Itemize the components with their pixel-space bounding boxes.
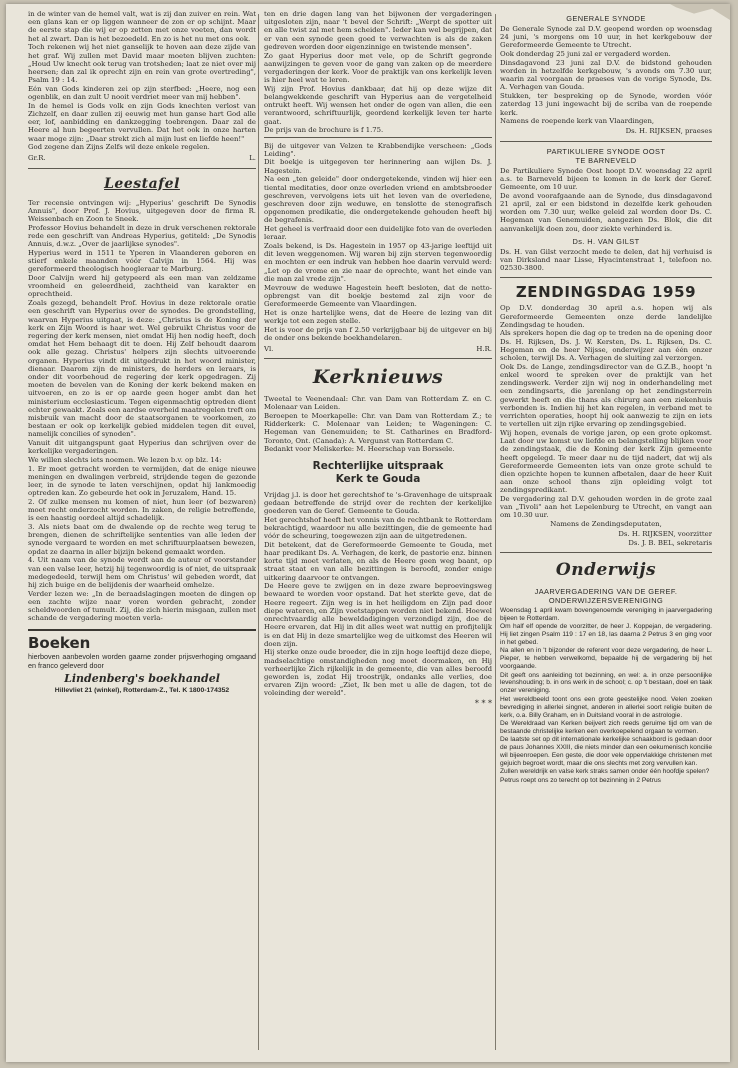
signature-left: Vl.: [264, 344, 274, 353]
paragraph: Vanuit dit uitgangspunt gaat Hyperius dan schrijven over de kerkelijke vergaderingen.: [28, 439, 256, 456]
hyperius-continued: [264, 10, 492, 135]
paragraph: Wij hopen, evenals de vorige jaren, op een grote opkomst. Laat door uw komst uw liefde en belangstelling blijken voor de zendingstaak, die de Koning der kerk Zijn gemeente heeft opgelegd. Te meer daar nu de tijd nadert, dat wij als Gereformeerde Gemeenten iets van onze grote schuld te dien opzichte hopen te kunnen afbetalen, daar de heer Kuit aan onze school thans zijn opleiding volgt tot zendingspredikant.: [500, 428, 712, 495]
paragraph: Door Calvijn werd hij getypeerd als een man van zeldzame vroomheid en geleerdheid, zachtheid van karakter en oprechtheid.: [28, 273, 256, 299]
paragraph: Na een „ten geleide" door ondergetekende, vinden wij hier een tiental meditaties, door onze overleden vriend en ambtsbroeder geschreven, vervolgens iets uit het leven van de overledene, geschreven door zijn weduwe, en tenslotte de stenografisch opgenomen predikatie, die ondergetekende gehouden heeft bij de begrafenis.: [264, 175, 492, 225]
zendingsdag-heading: ZENDINGSDAG 1959: [515, 283, 697, 302]
paragraph: Tweetal te Veenendaal: Chr. van Dam van Rotterdam Z. en C. Molenaar van Leiden.: [264, 395, 492, 412]
gilst-heading: Ds. H. VAN GILST: [572, 236, 640, 246]
paragraph: Het gerechtshof heeft het vonnis van de rechtbank te Rotterdam bekrachtigd, waardoor nu alle bezittingen, die de gemeente had vóór de scheuring, toegewezen zijn aan de uitgetredenen.: [264, 515, 492, 541]
synode-signature: Ds. H. RIJKSEN, praeses: [625, 127, 712, 136]
paragraph: Woensdag 1 april kwam bovengenoemde vereniging in jaarvergadering bijeen te Rotterdam.: [500, 606, 712, 622]
paragraph: De prijs van de brochure is f 1.75.: [264, 126, 384, 135]
onderwijs-subheading: [500, 587, 712, 605]
onderwijs-article: [500, 607, 712, 785]
column-rule-1: [258, 14, 259, 1050]
paragraph: Bij de uitgever van Velzen te Krabbendijke verscheen: „Gods Leiding".: [264, 141, 492, 158]
column-rule-2: [495, 14, 496, 1050]
paragraph: Dinsdagavond 23 juni zal D.V. de bidstond gehouden worden in hetzelfde kerkgebouw, 's avonds om 7.30 uur, waarin zal voorgaan de praeses van de vorige Synode, Ds. A. Verhagen van Gouda.: [500, 58, 712, 92]
gods-leiding-review: [264, 142, 492, 354]
paragraph: De Heere geve te zwijgen en in deze zware beproevingsweg bewaard te worden voor opstand. Dat het sterkte geve, dat de Heere regeert. Zijn weg is in het heiligdom en Zijn pad door diepe wateren, en Zijn voetstappen worden niet bekend. Hoewel onrechtvaardig alle beweldadigingen verzondigd zijn, doe de Heere ervaren, dat Hij in dit alles weet wat nuttig en profijtelijk is en dat Hij in deze smartelijke weg de uitkomst des Heeren wil doen zijn.: [264, 582, 492, 648]
paragraph: Vrijdag j.l. is door het gerechtshof te 's-Gravenhage de uitspraak gedaan betreffende de strijd over de rechten der kerkelijke goederen van de Geref. Gemeente te Gouda.: [264, 490, 492, 515]
paragraph: 3. Als niets baat om de dwalende op de rechte weg terug te brengen, dienen de schriftelijke sententies van alle leden der synode vergaard te worden en met schriftuurplaatsen bewezen, opdat ze daarna in aller bijzijn bekend gemaakt worden.: [28, 523, 256, 556]
paragraph: Zullen wereldrijk en valse kerk straks samen onder één hoofdje spelen?: [500, 768, 710, 776]
divider: [500, 552, 712, 553]
paragraph: Toch rekenen wij het niet ganselijk te hoven aan deze zijde van het graf. Wij zullen met David maar moeten blijven zuchten: „Houd Uw knecht ook terug van trotsheden; laat ze niet over mij heersen; dan zal ik oprecht zijn en rein van grote overtreding", Psalm 19 : 14.: [28, 43, 256, 85]
paragraph: De Generale Synode zal D.V. geopend worden op woensdag 24 juni, 's morgens om 10 uur, in het kerkgebouw der Gereformeerde Gemeente te Utrecht.: [500, 25, 712, 50]
signature-right: H.R.: [476, 344, 492, 353]
paragraph: Op D.V. donderdag 30 april a.s. hopen wij als Gereformeerde Gemeenten onze derde landelijke Zendingsdag te houden.: [500, 304, 712, 329]
paragraph: Verder lezen we: „In de beraadslagingen moeten de dingen op een zachte wijze naar voren worden gebracht, zonder scheldwoorden of tumult. Zij, die zich hierin misgaan, zullen met schande de vergadering moeten verla-: [28, 589, 256, 623]
paragraph: We willen slechts iets noemen. We lezen b.v. op blz. 14:: [28, 455, 222, 464]
synode-heading: GENERALE SYNODE: [566, 14, 646, 23]
partikuliere-heading: [500, 147, 712, 165]
signature: [264, 345, 492, 353]
divider: [264, 358, 492, 359]
paragraph: ten en drie dagen lang van het bijwonen der vergaderingen uitgesloten zijn, naar 't bevel der Schrift: „Werpt de spotter uit en alle twist zal met hem scheiden". Ieder kan wel begrijpen, dat er van een synode geen goed te verwachten is als de zaken gedreven worden door eigenzinnige en twistende mensen".: [264, 10, 492, 51]
paragraph: Dit betekent, dat de Gereformeerde Gemeente te Gouda, met haar predikant Ds. A. Verhagen, de kerk, de pastorie enz. binnen korte tijd moet verlaten, en als de Heere geen weg baant, op straat staat en van alle bezittingen is beroofd, zonder enige uitkering daarvoor te ontvangen.: [264, 540, 492, 582]
paragraph: God zegene dan Zijns Zelfs wil deze enkele regelen.: [28, 143, 210, 152]
paragraph: Stukken, ter bespreking op de Synode, worden vóór zaterdag 13 juni ingewacht bij de scriba van de roepende kerk.: [500, 92, 712, 117]
bookshop-name: Lindenberg's boekhandel: [64, 671, 220, 685]
paragraph: in de winter van de hemel valt, wat is zij dan zuiver en rein. Wat een glans kan er op liggen wanneer de zon er op schijnt. Maar de eerste stap die wij er op zetten met onze voeten, dan wordt het al zwart. Dan is het bezoedeld. En zo is het nu met ons ook.: [28, 10, 256, 43]
paragraph: Zoals gezegd, behandelt Prof. Hovius in deze rektorale oratie een geschrift van Hyperius over de synodes. De grondstelling, waarvan Hyperius uitgaat, is deze: „Christus is de Koning der kerk en Zijn Woord is haar wet. Wel gebruikt Christus voor de regering der kerk mensen, niet omdat Hij hen nodig heeft, doch omdat het Hem behaagt dit te doen. Hij Zelf behoudt daarom ook alle gezag. Christus' helpers zijn slechts uitvoerende organen. Hyperius vindt dit uitgedrukt in het woord minister, dienaar. Daarom zijn de ministers, de herders en leraars, is onder dit voorbehoud de regering der kerk opgedragen. Zij moeten de bevelen van de Koning der kerk bekend maken en uitvoeren, en zo is er op aarde geen hoger ambt dan het ministerium ecclesiasticum. Tegen eigenmachtig optreden dient echter gewaakt. Zoals een aardse overheid maatregelen treft om misbruik van macht door de staatsorganen te voorkomen, zo bestaan er ook op kerkelijk gebied middelen tegen dit euvel, namelijk concilies of synoden".: [28, 299, 256, 439]
rechterlijke-heading: [264, 460, 492, 486]
paragraph: Beroepen te Moerkapelle: Chr. van Dam van Rotterdam Z.; te Ridderkerk: C. Molenaar van Leiden; te Wageningen: C. Hegeman van Genemuiden; te St. Catharines en Bradford-Toronto, Ont. (Canada): A. Vergunst van Rotterdam C.: [264, 412, 492, 445]
kerknieuws-heading: Kerknieuws: [312, 366, 444, 389]
paragraph: De avond voorafgaande aan de Synode, dus dinsdagavond 21 april, zal er een bidstond in dezelfde kerk gehouden worden om 7.30 uur, welke geleid zal worden door Ds. C. Hegeman van Genemuiden, aangezien Ds. Blok, die dit aanvankelijk doen zou, door ziekte verhinderd is.: [500, 191, 712, 233]
paragraph: Het is voor de prijs van f 2.50 verkrijgbaar bij de uitgever en bij de onder ons bekende boekhandelaren.: [264, 325, 492, 342]
paragraph: Zo gaat Hyperius door met vele, op de Schrift gegronde aanwijzingen te geven voor de gang van zaken op de meerdere vergaderingen der kerk. Voor de praktijk van ons kerkelijk leven is hier heel wat te leren.: [264, 51, 492, 85]
divider: [500, 277, 712, 278]
paragraph: Ook donderdag 25 juni zal er vergaderd worden.: [500, 50, 671, 59]
paragraph: Als sprekers hopen die dag op te treden na de opening door Ds. H. Rijksen, Ds. J. W. Kersten, Ds. L. Rijksen, Ds. C. Hegeman en de heer Nijsse, onderwijzer aan één onzer scholen, terwijl Ds. A. Verhagen de sluiting zal verzorgen.: [500, 329, 712, 363]
paragraph: Het wereldbeeld toont ons een grote geestelijke nood. Velen zoeken bevrediging in allerlei singnet, anderen in allerlei soort religie buiten de kerk, o.a. Billy Graham, en in Duitsland vooral in de astrologie.: [500, 695, 712, 719]
kerknieuws-items: [264, 395, 492, 453]
paragraph: Het geheel is verfraaid door een duidelijke foto van de overleden leraar.: [264, 225, 492, 242]
divider: [28, 168, 256, 169]
paragraph: Wij zijn Prof. Hovius dankbaar, dat hij op deze wijze dit belangwekkende geschrift van Hyperius aan de vergetelheid ontrukt heeft. Wij wensen het onder de ogen van allen, die een verantwoord, schriftuurlijk, geordend kerkelijk leven ter harte gaat.: [264, 84, 492, 126]
paragraph: De vergadering zal D.V. gehouden worden in de grote zaal van „Tivoli" aan het Lepelenburg te Utrecht, en vangt aan om 10.30 uur.: [500, 495, 712, 520]
bookshop-address: Hillevliet 21 (winkel), Rotterdam-Z., Tel. K 1800-174352: [54, 686, 230, 694]
paragraph: Hij sterke onze oude broeder, die in zijn hoge leeftijd deze diepe, madselachtige omstandigheden nog moet doormaken, en Hij verheerlijke Zich rijkelijk in de gemeente, die van alles beroofd geworden is, zodat Hij troostrijk, ondanks alle verlies, doe ervaren Zijn woord: „Ziet, Ik ben met u alle de dagen, tot de voleinding der wereld".: [264, 648, 492, 698]
paragraph: Dit geeft ons aanleiding tot bezinning, en wel: a. in onze persoonlijke levenshouding; b. in ons werk in de school; c. op 't bestaan, doel en taak onzer vereniging.: [500, 671, 712, 695]
end-mark: * * *: [474, 698, 492, 708]
paragraph: De Partikuliere Synode Oost hoopt D.V. woensdag 22 april a.s. te Barneveld bijeen te komen in de kerk der Geref. Gemeente, om 10 uur.: [500, 166, 712, 192]
paragraph: 2. Of zulke mensen nu komen of niet, hun leer (of bezwaren) moet recht onderzocht worden. In zaken, de religie betreffende, is een haastig oordeel altijd schadelijk.: [28, 497, 256, 523]
paragraph: Hyperius werd in 1511 te Yperen in Vlaanderen geboren en stierf enkele maanden vóór Calvijn in 1564. Hij was gereformeerd theologisch hoogleraar te Marburg.: [28, 248, 256, 274]
newspaper-page: [6, 4, 730, 1062]
leestafel-article: [28, 199, 256, 623]
divider: [264, 137, 492, 138]
signature-left: Gr.R.: [28, 154, 46, 163]
paragraph: Ds. H. van Gilst verzocht mede te delen, dat hij verhuisd is van Dirksland naar Lisse, Hyacintenstraat 1, telefoon no. 02530-3800.: [500, 247, 712, 273]
column-2: [264, 10, 492, 1054]
gouda-article: [264, 491, 492, 708]
paragraph: Eén van Gods kinderen zei op zijn sterfbed: „Heere, nog een ogenblik, en dan zult U nooit verdriet meer van mij hebben".: [28, 84, 256, 102]
rechterlijke-heading-line1: Rechterlijke uitspraak: [312, 459, 444, 472]
paragraph: De Wereldraad van Kerken beijvert zich reeds geruime tijd om van de bestaande christelijke kerken een overkoepelend orgaan te vormen.: [500, 719, 712, 735]
paragraph: In de hemel is Gods volk en zijn Gods knechten verlost van Zichzelf, en daar zullen zij eeuwig met hun ganse hart God alle eer, lof, aanbidding en dankzegging toebrengen. Daar zal de Heere al hun begeerten vervullen. Dat het ook in onze harten waar moge zijn: „Daar strekt zich al mijn lust en liefde heen!": [28, 101, 256, 143]
leestafel-heading: Leestafel: [104, 175, 180, 192]
paragraph: Namens de roepende kerk van Vlaardingen,: [500, 117, 655, 126]
boeken-text: hierboven aanbevolen worden gaarne zonder prijsverhoging omgaand en franco geleverd door: [28, 651, 256, 670]
zending-signature-1: Ds. H. RIJKSEN, voorzitter: [618, 530, 712, 539]
paragraph: Bedankt voor Meliskerke: M. Heerschap van Borssele.: [264, 445, 455, 454]
rechterlijke-heading-line2: Kerk te Gouda: [335, 472, 421, 485]
paragraph: Mevrouw de weduwe Hagestein heeft besloten, dat de netto-opbrengst van dit boekje bestemd zal zijn voor de Gereformeerde Gemeente van Vlaardingen.: [264, 283, 492, 308]
zending-signature-2: Ds. J. B. BEL, sekretaris: [628, 538, 712, 547]
signature-right: L.: [249, 154, 256, 163]
paragraph: 1. Er moet getracht worden te vermijden, dat de enige nieuwe meningen en dwalingen verbreid, strijdende tegen de gezonde leer, in de synode te laten verschijnen, opdat hij lankmoedig optreden kan. Zo gebeurde het ook in Jeruzalem, Hand. 15.: [28, 464, 256, 498]
partikuliere-heading-line1: PARTIKULIERE SYNODE OOST: [546, 146, 666, 156]
paragraph: Ook Ds. de Lange, zendingsdirector van de G.Z.B., hoopt 'n enkel woord te spreken over de praktijk van het zendingswerk. Verder zijn wij nog in onderhandeling met een zendingsarts, die jarenlang op het zendingsterrein gewerkt heeft en die thans als chirurg aan een ziekenhuis verbonden is. Indien hij het kan regelen, in verband met te verrichten operaties, hoopt hij ook aanwezig te zijn en iets te vertellen uit zijn rijke ervaring op zendingsgebied.: [500, 362, 712, 429]
paragraph: Zoals bekend, is Ds. Hagestein in 1957 op 43-jarige leeftijd uit dit leven weggenomen. Wij waren bij zijn sterven tegenwoordig en mochten er een indruk van hebben hoe daarin vervuld werd: „Let op de vrome en zie naar de oprechte, want het einde van die man zal vrede zijn".: [264, 241, 492, 283]
paragraph: Dit boekje is uitgegeven ter herinnering aan wijlen Ds. J. Hagestein.: [264, 158, 492, 175]
column-1: [28, 10, 256, 1054]
paragraph: 4. Uit naam van de synode wordt aan de auteur of voorstander van een valse leer, hetzij hij tegenwoordig is of niet, de uitspraak medegedeeld, terwijl hem om Christus' wil gebeden wordt, dat hij zich buige en de belijdenis der waarheid omhelze.: [28, 556, 256, 589]
divider: [500, 141, 712, 142]
paragraph: Professor Hovius behandelt in deze in druk verschenen rektorale rede een geschrift van Andreas Hyperius, getiteld: „De Synodis Annuis, d.w.z. „Over de jaarlijkse synodes".: [28, 223, 256, 249]
paragraph: Om half elf opende de voorzitter, de heer J. Koppejan, de vergadering. Hij liet zingen Psalm 119 : 17 en 18, las daarna 2 Petrus 3 en ging voor in het gebed.: [500, 623, 712, 646]
meditation-ending: [28, 10, 256, 163]
paragraph: Het is onze hartelijke wens, dat de Heere de lezing van dit werkje tot een zegen stelle.: [264, 308, 492, 325]
boeken-title: Boeken: [28, 633, 91, 652]
paragraph: Ter recensie ontvingen wij: „Hyperius' geschrift De Synodis Annuis", door Prof. J. Hovius, uitgegeven door de firma R. Weissenbach en Zoon te Sneek.: [28, 198, 256, 224]
paragraph: Petrus roept ons zo terecht op tot bezinning in 2 Petrus: [500, 776, 661, 784]
paragraph: De laatste set op dit internationale kerkelijke schaakbord is gedaan door de paus Johannes XXIII, die niets minder dan een oekumenisch koncilie wil bijeenroepen. Een geste, die door vele oppervlakkige christenen met gejuich begroet wordt, maar die ons slechts met zorg vervullen kan.: [500, 736, 712, 767]
paragraph: Na allen en in 't bijzonder de referent voor deze vergadering, de heer L. Pieper, te hebben verwelkomd, bepaalde hij de vergadering bij het voorgaande.: [500, 647, 712, 671]
signature: [28, 154, 256, 162]
boeken-advertisement: [28, 629, 256, 695]
paragraph: Namens de Zendingsdeputaten,: [550, 520, 662, 529]
onderwijs-subheading-line2: ONDERWIJZERSVERENIGING: [548, 595, 664, 605]
partikuliere-heading-line2: TE BARNEVELD: [575, 155, 637, 165]
onderwijs-subheading-line1: JAARVERGADERING VAN DE GEREF.: [534, 586, 678, 596]
column-3: [500, 10, 712, 1054]
onderwijs-heading: Onderwijs: [555, 559, 657, 580]
